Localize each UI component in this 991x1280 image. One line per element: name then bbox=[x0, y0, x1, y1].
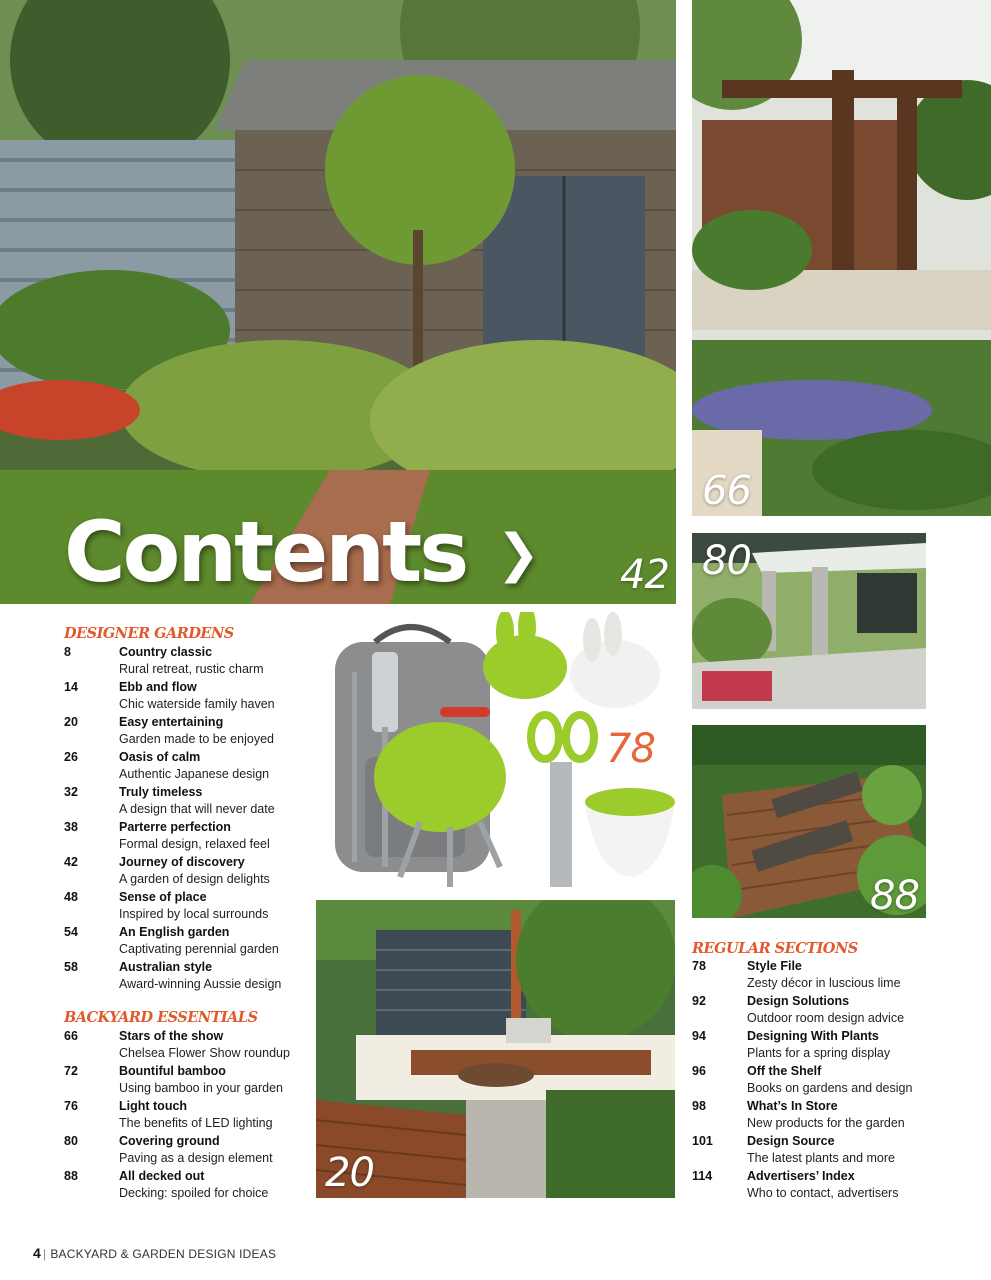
toc-entry[interactable] bbox=[64, 785, 324, 820]
toc-article-title: An English garden bbox=[119, 925, 230, 939]
section-designer-gardens: DESIGNER GARDENS bbox=[64, 625, 234, 642]
toc-page-number: 32 bbox=[64, 785, 78, 799]
toc-article-description: Zesty décor in luscious lime bbox=[747, 976, 901, 990]
toc-entry[interactable] bbox=[64, 925, 324, 960]
page-footer bbox=[33, 1245, 276, 1261]
toc-article-title: Stars of the show bbox=[119, 1029, 224, 1043]
toc-page-number: 101 bbox=[692, 1134, 713, 1148]
toc-entry[interactable] bbox=[64, 680, 324, 715]
toc-entry[interactable] bbox=[692, 959, 972, 994]
toc-page-number: 88 bbox=[64, 1169, 78, 1183]
contents-title: Contents bbox=[64, 503, 467, 601]
toc-entry[interactable] bbox=[64, 1064, 324, 1099]
chevron-right-icon: ❯ bbox=[496, 524, 538, 584]
toc-page-number: 38 bbox=[64, 820, 78, 834]
toc-article-title: Easy entertaining bbox=[119, 715, 224, 729]
toc-article-title: Design Solutions bbox=[747, 994, 850, 1008]
page-number-20: 20 bbox=[325, 1150, 374, 1196]
toc-designer-gardens bbox=[64, 645, 324, 995]
toc-page-number: 114 bbox=[692, 1169, 713, 1183]
page-title bbox=[64, 503, 538, 601]
toc-article-description: The latest plants and more bbox=[747, 1151, 895, 1165]
toc-entry[interactable] bbox=[692, 994, 972, 1029]
toc-article-description: Authentic Japanese design bbox=[119, 767, 270, 781]
toc-article-title: Sense of place bbox=[119, 890, 207, 904]
toc-article-description: A garden of design delights bbox=[119, 872, 270, 886]
toc-page-number: 20 bbox=[64, 715, 78, 729]
toc-article-title: Covering ground bbox=[119, 1134, 220, 1148]
toc-article-description: Outdoor room design advice bbox=[747, 1011, 905, 1025]
toc-entry[interactable] bbox=[64, 715, 324, 750]
toc-article-title: Truly timeless bbox=[119, 785, 203, 799]
toc-article-description: Chic waterside family haven bbox=[119, 697, 275, 711]
toc-article-title: Designing With Plants bbox=[747, 1029, 879, 1043]
toc-article-description: Formal design, relaxed feel bbox=[119, 837, 270, 851]
page-number-88: 88 bbox=[870, 873, 919, 919]
toc-article-description: The benefits of LED lighting bbox=[119, 1116, 273, 1130]
toc-article-description: New products for the garden bbox=[747, 1116, 905, 1130]
toc-page-number: 66 bbox=[64, 1029, 78, 1043]
toc-article-description: Chelsea Flower Show roundup bbox=[119, 1046, 290, 1060]
toc-article-title: All decked out bbox=[119, 1169, 205, 1183]
footer-page-number: 4 bbox=[33, 1245, 41, 1261]
toc-page-number: 94 bbox=[692, 1029, 706, 1043]
toc-page-number: 80 bbox=[64, 1134, 78, 1148]
toc-page-number: 78 bbox=[692, 959, 706, 973]
toc-article-title: Ebb and flow bbox=[119, 680, 197, 694]
toc-article-description: Garden made to be enjoyed bbox=[119, 732, 274, 746]
toc-page-number: 48 bbox=[64, 890, 78, 904]
toc-article-description: Captivating perennial garden bbox=[119, 942, 279, 956]
toc-entry[interactable] bbox=[692, 1029, 972, 1064]
page-number-66: 66 bbox=[702, 468, 751, 514]
toc-page-number: 54 bbox=[64, 925, 78, 939]
toc-page-number: 14 bbox=[64, 680, 78, 694]
toc-page-number: 76 bbox=[64, 1099, 78, 1113]
toc-page-number: 42 bbox=[64, 855, 78, 869]
toc-article-title: Bountiful bamboo bbox=[119, 1064, 226, 1078]
toc-article-title: Australian style bbox=[119, 960, 213, 974]
footer-separator: | bbox=[43, 1247, 47, 1261]
toc-entry[interactable] bbox=[64, 1169, 324, 1204]
toc-entry[interactable] bbox=[64, 855, 324, 890]
toc-article-title: Style File bbox=[747, 959, 802, 973]
toc-article-description: Decking: spoiled for choice bbox=[119, 1186, 269, 1200]
toc-entry[interactable] bbox=[64, 750, 324, 785]
toc-article-title: Parterre perfection bbox=[119, 820, 231, 834]
toc-article-title: Design Source bbox=[747, 1134, 835, 1148]
toc-entry[interactable] bbox=[692, 1134, 972, 1169]
toc-article-description: A design that will never date bbox=[119, 802, 275, 816]
toc-entry[interactable] bbox=[692, 1099, 972, 1134]
toc-entry[interactable] bbox=[692, 1169, 972, 1204]
toc-article-description: Plants for a spring display bbox=[747, 1046, 891, 1060]
toc-entry[interactable] bbox=[692, 1064, 972, 1099]
toc-page-number: 58 bbox=[64, 960, 78, 974]
toc-regular-sections bbox=[692, 959, 972, 1204]
toc-article-description: Inspired by local surrounds bbox=[119, 907, 269, 921]
toc-article-title: Oasis of calm bbox=[119, 750, 201, 764]
page-number-80: 80 bbox=[702, 538, 751, 584]
toc-article-description: Books on gardens and design bbox=[747, 1081, 913, 1095]
photo-pergola-garden bbox=[692, 0, 991, 516]
section-regular-sections: REGULAR SECTIONS bbox=[692, 940, 858, 957]
toc-page-number: 8 bbox=[64, 645, 71, 659]
toc-article-description: Rural retreat, rustic charm bbox=[119, 662, 264, 676]
toc-entry[interactable] bbox=[64, 1099, 324, 1134]
magazine-name: BACKYARD & GARDEN DESIGN IDEAS bbox=[50, 1247, 277, 1261]
toc-page-number: 92 bbox=[692, 994, 706, 1008]
toc-article-description: Using bamboo in your garden bbox=[119, 1081, 283, 1095]
toc-page-number: 98 bbox=[692, 1099, 706, 1113]
toc-article-description: Who to contact, advertisers bbox=[747, 1186, 899, 1200]
toc-entry[interactable] bbox=[64, 1134, 324, 1169]
page-number-42: 42 bbox=[620, 552, 669, 598]
toc-article-description: Award-winning Aussie design bbox=[119, 977, 282, 991]
toc-page-number: 72 bbox=[64, 1064, 78, 1078]
toc-article-title: Off the Shelf bbox=[747, 1064, 822, 1078]
toc-article-title: What’s In Store bbox=[747, 1099, 838, 1113]
toc-article-description: Paving as a design element bbox=[119, 1151, 273, 1165]
toc-entry[interactable] bbox=[64, 820, 324, 855]
toc-article-title: Advertisers’ Index bbox=[747, 1169, 855, 1183]
toc-article-title: Journey of discovery bbox=[119, 855, 245, 869]
toc-article-title: Country classic bbox=[119, 645, 213, 659]
toc-entry[interactable] bbox=[64, 1029, 324, 1064]
toc-page-number: 96 bbox=[692, 1064, 706, 1078]
toc-entry[interactable] bbox=[64, 645, 324, 680]
toc-page-number: 26 bbox=[64, 750, 78, 764]
section-backyard-essentials: BACKYARD ESSENTIALS bbox=[64, 1009, 258, 1026]
toc-backyard-essentials bbox=[64, 1029, 324, 1204]
toc-article-title: Light touch bbox=[119, 1099, 188, 1113]
toc-entry[interactable] bbox=[64, 890, 324, 925]
toc-entry[interactable] bbox=[64, 960, 324, 995]
page-number-78: 78 bbox=[606, 726, 655, 772]
